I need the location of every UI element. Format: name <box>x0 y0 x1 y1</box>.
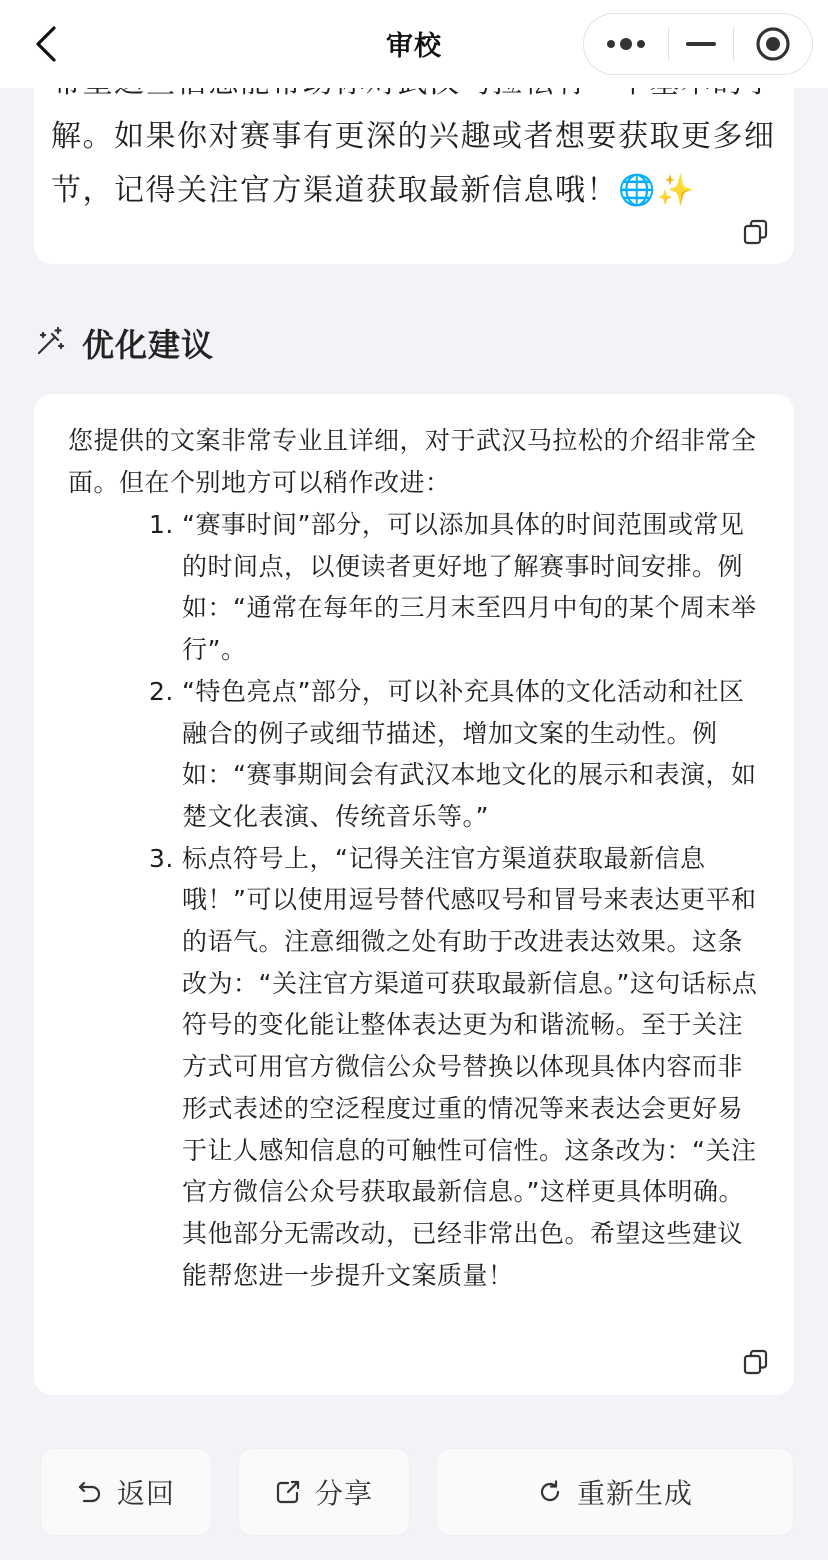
share-button[interactable] <box>238 1448 410 1536</box>
magic-pen-icon <box>34 324 68 362</box>
section-header <box>34 320 214 366</box>
close-button[interactable] <box>734 14 812 74</box>
regenerate-button[interactable] <box>436 1448 794 1536</box>
more-button[interactable] <box>584 14 668 74</box>
minimize-icon <box>686 41 716 47</box>
page-title: 审校 <box>386 31 442 62</box>
return-button[interactable] <box>40 1448 212 1536</box>
share-icon <box>275 1479 301 1505</box>
return-button-label: 返回 <box>116 1477 175 1510</box>
suggestion-list <box>68 504 764 1296</box>
more-dots-icon <box>607 38 645 50</box>
refresh-icon <box>537 1479 563 1505</box>
list-item-number: 3. <box>149 843 174 873</box>
suggestion-intro: 您提供的文案非常专业且详细，对于武汉马拉松的介绍非常全面。但在个别地方可以稍作改进： <box>68 426 757 497</box>
top-nav-bar <box>0 0 828 88</box>
target-close-icon <box>755 26 791 62</box>
mini-program-capsule <box>583 13 813 75</box>
copy-icon[interactable] <box>742 218 770 246</box>
previous-result-text: 解。如果你对赛事有更深的兴趣或者想要获取更多细节，记得关注官方渠道获取最新信息哦！🌐✨ <box>51 119 776 208</box>
list-item-text: 标点符号上，“记得关注官方渠道获取最新信息哦！”可以使用逗号替代感叹号和冒号来表达更平和的语气。注意细微之处有助于改进表达效果。这条改为：“关注官方渠道可获取最新信息。”这句话标点符号的变化能让整体表达更为和谐流畅。至于关注方式可用官方微信公众号替换以体现具体内容而非形式表述的空泛程度过重的情况等来表达会更好易于让人感知信息的可触性可信性。这条改为：“关注官方微信公众号获取最新信息。”这样更具体明确。其他部分无需改动，已经非常出色。希望这些建议能帮您进一步提升文案质量！ <box>182 843 758 1290</box>
share-button-label: 分享 <box>314 1477 373 1510</box>
bottom-action-bar <box>0 1420 828 1560</box>
list-item-text: “特色亮点”部分，可以补充具体的文化活动和社区融合的例子或细节描述，增加文案的生动性。例如：“赛事期间会有武汉本地文化的展示和表演，如楚文化表演、传统音乐等。” <box>182 676 757 831</box>
minimize-button[interactable] <box>669 14 733 74</box>
section-title: 优化建议 <box>82 326 215 364</box>
suggestion-card <box>34 394 794 1395</box>
list-item-text: “赛事时间”部分，可以添加具体的时间范围或常见的时间点，以便读者更好地了解赛事时间安排。例如：“通常在每年的三月末至四月中旬的某个周末举行”。 <box>182 510 757 665</box>
list-item <box>149 504 764 671</box>
copy-icon[interactable] <box>742 1348 770 1376</box>
list-item-number: 2. <box>149 676 174 706</box>
undo-icon <box>77 1479 103 1505</box>
list-item <box>149 838 764 1297</box>
regenerate-button-label: 重新生成 <box>576 1477 693 1510</box>
list-item <box>149 671 764 838</box>
list-item-number: 1. <box>149 510 174 539</box>
